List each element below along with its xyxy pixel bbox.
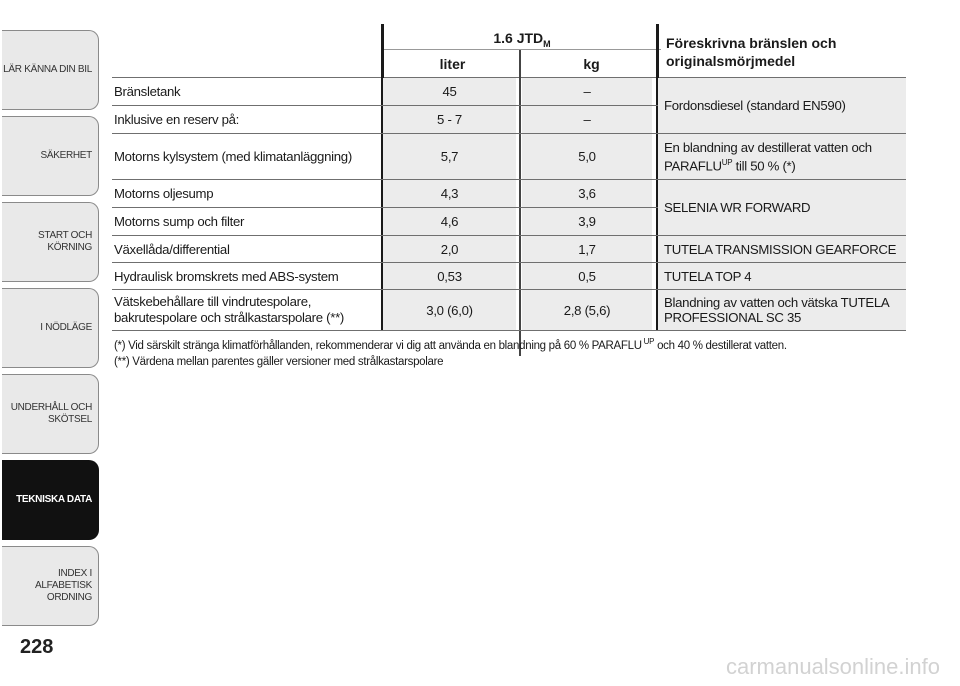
value-kg: 3,9 xyxy=(522,208,652,235)
description-brake: TUTELA TOP 4 xyxy=(658,263,906,289)
row-label: Inklusive en reserv på: xyxy=(112,106,380,133)
coolant-ratio: till 50 % (*) xyxy=(732,158,796,174)
tab-label: SÄKERHET xyxy=(40,150,92,161)
row-label: Motorns oljesump xyxy=(112,180,380,207)
description-fuel: Fordonsdiesel (standard EN590) xyxy=(658,78,906,133)
watermark: carmanualsonline.info xyxy=(725,654,940,679)
paraflu-superscript: UP xyxy=(721,157,733,167)
description-oil: SELENIA WR FORWARD xyxy=(658,180,906,235)
description-line xyxy=(664,155,872,173)
value-liter: 5,7 xyxy=(383,134,516,179)
tab-lar-kanna-din-bil[interactable] xyxy=(2,30,99,110)
tab-i-nodlage[interactable] xyxy=(2,288,99,368)
header-divider xyxy=(383,49,661,50)
model-name: 1.6 JTD xyxy=(493,30,544,46)
column-header-kg: kg xyxy=(583,56,600,72)
value-liter: 3,0 (6,0) xyxy=(383,290,516,330)
value-kg: 0,5 xyxy=(522,263,652,289)
value-kg: 5,0 xyxy=(522,134,652,179)
value-kg: 3,6 xyxy=(522,180,652,207)
table-row xyxy=(112,290,906,331)
table-row xyxy=(112,263,906,290)
row-label: Växellåda/differential xyxy=(112,236,380,262)
footnotes xyxy=(114,334,914,370)
value-liter: 4,6 xyxy=(383,208,516,235)
tab-label: LÄR KÄNNA DIN BIL xyxy=(3,64,92,75)
model-header xyxy=(383,30,661,49)
row-label-line: bakrutespolare och strålkastarspolare (**) xyxy=(114,310,345,325)
row-label: Hydraulisk bromskrets med ABS-system xyxy=(112,263,380,289)
tab-label: TEKNISKA DATA xyxy=(16,494,92,505)
row-label-line: Vätskebehållare till vindrutespolare, xyxy=(114,294,312,309)
row-label: Motorns sump och filter xyxy=(112,208,380,235)
page-number: 228 xyxy=(20,636,54,658)
value-liter: 0,53 xyxy=(383,263,516,289)
footnote-1 xyxy=(114,334,914,354)
model-subscript: M xyxy=(543,38,551,49)
tab-sakerhet[interactable] xyxy=(2,116,99,196)
description-coolant xyxy=(658,134,906,179)
tab-tekniska-data[interactable] xyxy=(2,460,99,540)
row-label: Motorns kylsystem (med klimatanläggning) xyxy=(112,134,380,179)
table-row xyxy=(112,134,906,180)
chapter-tabs xyxy=(0,0,100,686)
row-label: Bränsletank xyxy=(112,78,380,105)
value-liter: 4,3 xyxy=(383,180,516,207)
description-gear: TUTELA TRANSMISSION GEARFORCE xyxy=(658,236,906,262)
paraflu-superscript: UP xyxy=(641,337,655,346)
row-label xyxy=(112,290,380,330)
value-liter: 2,0 xyxy=(383,236,516,262)
description-line: En blandning av destillerat vatten och xyxy=(664,139,872,155)
value-kg: 1,7 xyxy=(522,236,652,262)
column-header-description: Föreskrivna bränslen och originalsmörjmedel xyxy=(666,35,837,69)
footnote-text: och 40 % destillerat vatten. xyxy=(654,339,787,352)
value-liter: 5 - 7 xyxy=(383,106,516,133)
paraflu-text: PARAFLU xyxy=(664,158,722,174)
description-washer xyxy=(658,290,906,330)
tab-underhall-och-skotsel[interactable] xyxy=(2,374,99,454)
value-kg: – xyxy=(522,78,652,105)
tab-index-i-alfabetisk-ordning[interactable] xyxy=(2,546,99,626)
value-liter: 45 xyxy=(383,78,516,105)
footnote-text: (*) Vid särskilt stränga klimatförhållanden, rekommenderar vi dig att använda en blandning på 60 % PARAFLU xyxy=(114,339,642,352)
footnote-2: (**) Värdena mellan parentes gäller versioner med strålkastarspolare xyxy=(114,355,444,368)
value-kg: 2,8 (5,6) xyxy=(522,290,652,330)
description-line: PROFESSIONAL SC 35 xyxy=(664,310,802,325)
column-header-liter: liter xyxy=(439,56,466,72)
description-line: Blandning av vatten och vätska TUTELA xyxy=(664,295,890,310)
tab-label: START OCH KÖRNING xyxy=(38,230,92,253)
tab-start-och-korning[interactable] xyxy=(2,202,99,282)
tab-label: I NÖDLÄGE xyxy=(40,322,92,333)
value-kg: – xyxy=(522,106,652,133)
table-row xyxy=(112,236,906,263)
tab-label: INDEX I ALFABETISK ORDNING xyxy=(34,568,92,603)
tab-label: UNDERHÅLL OCH SKÖTSEL xyxy=(10,402,92,425)
